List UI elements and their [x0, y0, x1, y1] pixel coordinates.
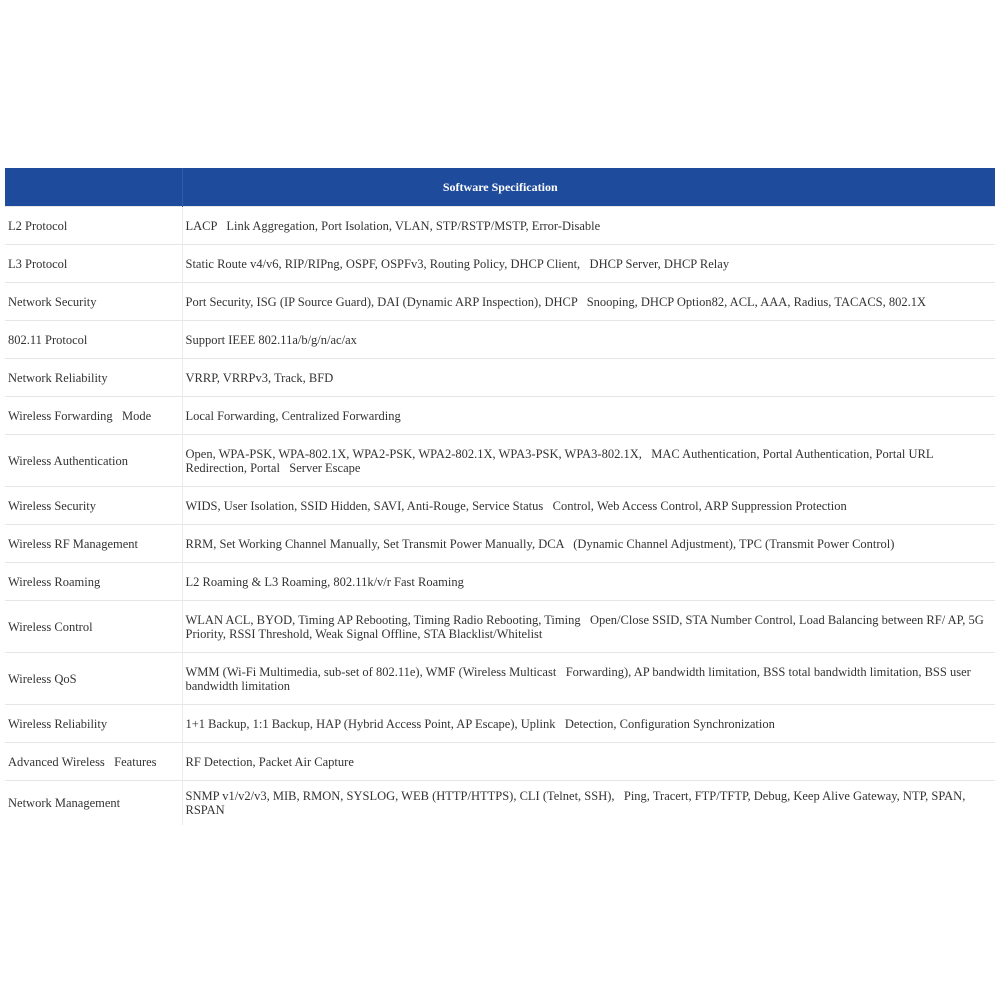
row-value: 1+1 Backup, 1:1 Backup, HAP (Hybrid Access Point, AP Escape), Uplink Detection, Configuration Synchronization: [182, 705, 995, 743]
table-row: [5, 781, 995, 826]
row-value: WIDS, User Isolation, SSID Hidden, SAVI, Anti-Rouge, Service Status Control, Web Access Control, ARP Suppression Protection: [182, 487, 995, 525]
table-row: [5, 321, 995, 359]
row-value: WLAN ACL, BYOD, Timing AP Rebooting, Timing Radio Rebooting, Timing Open/Close SSID, STA Number Control, Load Balancing between RF/ AP, 5G Priority, RSSI Threshold, Weak Signal Offline, STA Blacklist/Whitelist: [182, 601, 995, 653]
row-value: LACP Link Aggregation, Port Isolation, VLAN, STP/RSTP/MSTP, Error-Disable: [182, 207, 995, 245]
row-value: SNMP v1/v2/v3, MIB, RMON, SYSLOG, WEB (HTTP/HTTPS), CLI (Telnet, SSH), Ping, Tracert, FTP/TFTP, Debug, Keep Alive Gateway, NTP, SPAN, RSPAN: [182, 781, 995, 826]
table-header-left-cell: [5, 168, 182, 207]
row-label: Wireless Forwarding Mode: [5, 397, 182, 435]
table-row: [5, 705, 995, 743]
row-label: L3 Protocol: [5, 245, 182, 283]
table-row: [5, 601, 995, 653]
row-label: Wireless RF Management: [5, 525, 182, 563]
table-row: [5, 359, 995, 397]
table-header-row: [5, 168, 995, 207]
table-row: [5, 435, 995, 487]
table-row: [5, 653, 995, 705]
table-row: [5, 487, 995, 525]
row-label: Wireless Authentication: [5, 435, 182, 487]
table-row: [5, 283, 995, 321]
row-value: Support IEEE 802.11a/b/g/n/ac/ax: [182, 321, 995, 359]
row-label: 802.11 Protocol: [5, 321, 182, 359]
row-value: WMM (Wi-Fi Multimedia, sub-set of 802.11e), WMF (Wireless Multicast Forwarding), AP bandwidth limitation, BSS total bandwidth limitation, BSS user bandwidth limitation: [182, 653, 995, 705]
row-label: Wireless Security: [5, 487, 182, 525]
table-row: [5, 397, 995, 435]
row-value: RF Detection, Packet Air Capture: [182, 743, 995, 781]
row-label: Advanced Wireless Features: [5, 743, 182, 781]
row-value: Static Route v4/v6, RIP/RIPng, OSPF, OSPFv3, Routing Policy, DHCP Client, DHCP Server, DHCP Relay: [182, 245, 995, 283]
row-label: Wireless Roaming: [5, 563, 182, 601]
row-label: Network Management: [5, 781, 182, 826]
row-label: L2 Protocol: [5, 207, 182, 245]
row-value: RRM, Set Working Channel Manually, Set Transmit Power Manually, DCA (Dynamic Channel Adjustment), TPC (Transmit Power Control): [182, 525, 995, 563]
row-label: Wireless Reliability: [5, 705, 182, 743]
row-value: VRRP, VRRPv3, Track, BFD: [182, 359, 995, 397]
row-value: L2 Roaming & L3 Roaming, 802.11k/v/r Fast Roaming: [182, 563, 995, 601]
table-title-text: Software Specification: [442, 179, 558, 194]
table-title: [182, 168, 995, 207]
row-label: Wireless Control: [5, 601, 182, 653]
table-row: [5, 563, 995, 601]
table-row: [5, 245, 995, 283]
row-value: Open, WPA-PSK, WPA-802.1X, WPA2-PSK, WPA2-802.1X, WPA3-PSK, WPA3-802.1X, MAC Authentication, Portal Authentication, Portal URL Redirection, Portal Server Escape: [182, 435, 995, 487]
row-value: Local Forwarding, Centralized Forwarding: [182, 397, 995, 435]
row-label: Wireless QoS: [5, 653, 182, 705]
table-row: [5, 525, 995, 563]
software-spec-table: [5, 168, 995, 825]
row-value: Port Security, ISG (IP Source Guard), DAI (Dynamic ARP Inspection), DHCP Snooping, DHCP Option82, ACL, AAA, Radius, TACACS, 802.1X: [182, 283, 995, 321]
row-label: Network Reliability: [5, 359, 182, 397]
row-label: Network Security: [5, 283, 182, 321]
table-row: [5, 207, 995, 245]
table-row: [5, 743, 995, 781]
